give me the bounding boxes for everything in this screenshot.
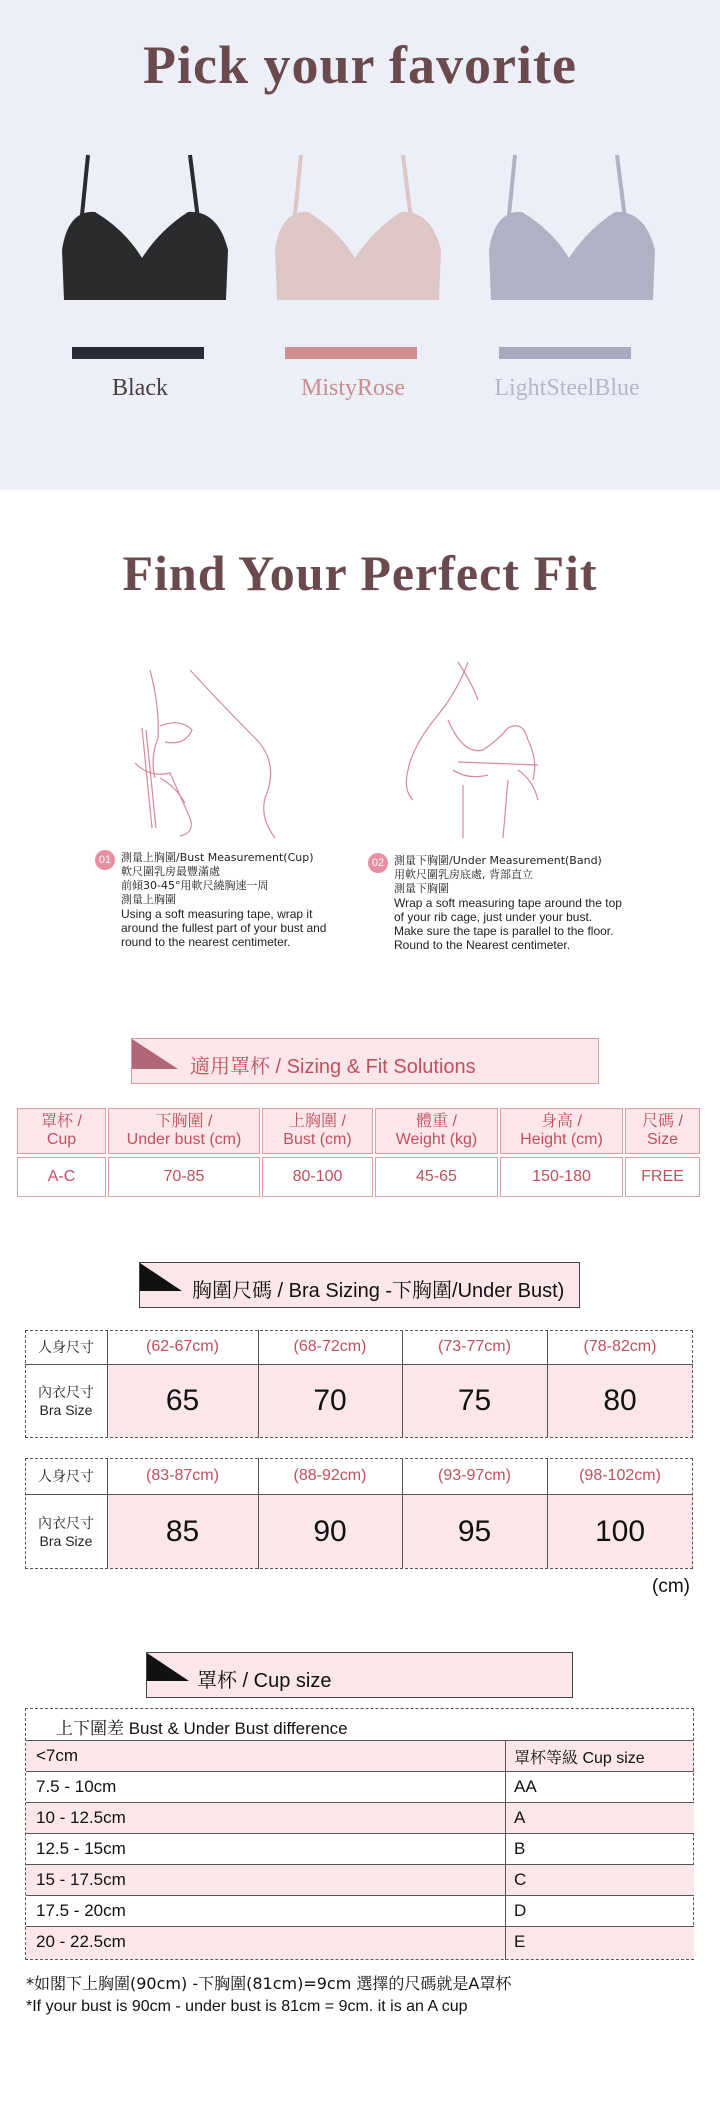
bra-size-label: 內衣尺寸 Bra Size: [38, 1514, 94, 1549]
cup-grade-label: 罩杯等級 Cup size: [514, 1750, 645, 1767]
step-number: 01: [95, 850, 115, 870]
range-cell: (88-92cm): [293, 1467, 367, 1484]
color-selection-section: [0, 0, 720, 490]
sizing-value-bust: 80-100: [262, 1157, 373, 1197]
range-cell: (68-72cm): [293, 1338, 367, 1355]
step-zh-line: 用軟尺圍乳房底處, 背部直立: [394, 868, 533, 881]
bra-mistyrose-icon: [263, 150, 453, 310]
cup-row: 7.5 - 10cm AA: [36, 1777, 537, 1796]
bra-size-cell: 85: [165, 1514, 200, 1548]
step-bust-measurement: [95, 850, 335, 970]
step-underbust-measurement: [368, 853, 638, 973]
sizing-value-cup: A-C: [17, 1157, 106, 1197]
diff-label: 上下圍差 Bust & Under Bust difference: [56, 1719, 348, 1738]
sizing-value-underbust: 70-85: [108, 1157, 260, 1197]
header-triangle: [147, 1653, 189, 1681]
header-triangle: [140, 1263, 182, 1291]
bra-size-cell: 80: [603, 1384, 637, 1417]
bra-sizing-header-label: 胸圍尺碼 / Bra Sizing -下胸圍/Under Bust): [192, 1280, 565, 1302]
range-cell: (98-102cm): [579, 1467, 661, 1484]
bra-sizing-header: [139, 1262, 580, 1308]
cup-row: 20 - 22.5cm E: [26, 1926, 694, 1959]
body-size-label: 人身尺寸: [38, 1339, 94, 1355]
sizing-col-cup: 罩杯 / Cup: [17, 1108, 106, 1154]
step-zh-line: 軟尺圍乳房最豐滿處: [121, 865, 220, 878]
step-en-text: Using a soft measuring tape, wrap it around the fullest part of your bust and round to the nearest centimeter.: [121, 907, 327, 949]
cup-row: <7cm: [36, 1746, 79, 1765]
bra-black-icon: [50, 150, 240, 310]
header-triangle: [132, 1039, 178, 1069]
step-zh-line: 測量上胸圍: [121, 893, 176, 906]
cup-row: 17.5 - 20cm D: [36, 1901, 527, 1920]
sizing-col-bust: 上胸圍 / Bust (cm): [262, 1108, 373, 1154]
note-zh: *如閣下上胸圍(90cm) -下胸圍(81cm)=9cm 選擇的尺碼就是A罩杯: [26, 1974, 512, 1993]
cup-size-header-label: 罩杯 / Cup size: [197, 1670, 332, 1692]
bra-size-cell: 65: [165, 1384, 200, 1417]
color-name-black: Black: [112, 375, 168, 401]
bust-measurement-illustration: [130, 668, 300, 843]
step-title: 測量上胸圍/Bust Measurement(Cup): [121, 851, 314, 864]
swatch-mistyrose[interactable]: [263, 150, 453, 401]
swatch-black[interactable]: [50, 150, 240, 401]
step-zh-line: 測量下胸圍: [394, 882, 449, 895]
sizing-col-underbust: 下胸圍 / Under bust (cm): [108, 1108, 260, 1154]
bra-size-cell: 70: [313, 1384, 347, 1417]
color-name-mistyrose: MistyRose: [300, 375, 405, 401]
range-cell: (62-67cm): [146, 1338, 219, 1355]
unit-label: (cm): [652, 1576, 690, 1597]
color-name-lightsteelblue: LightSteelBlue: [494, 375, 640, 401]
cup-row: 15 - 17.5cm C: [26, 1864, 694, 1895]
range-cell: (93-97cm): [438, 1467, 511, 1484]
range-cell: (78-82cm): [583, 1338, 657, 1355]
bra-lightsteelblue-icon: [477, 150, 667, 310]
cup-size-header: [146, 1652, 573, 1698]
note-en: *If your bust is 90cm - under bust is 81cm = 9cm. it is an A cup: [26, 1998, 468, 2015]
sizing-value-height: 150-180: [500, 1157, 623, 1197]
cup-row: 12.5 - 15cm B: [36, 1839, 526, 1858]
sizing-col-weight: 體重 / Weight (kg): [375, 1108, 498, 1154]
color-bar-lightsteelblue: [499, 347, 631, 359]
range-cell: (73-77cm): [438, 1338, 511, 1355]
range-cell: (83-87cm): [146, 1467, 219, 1484]
sizing-header: [131, 1038, 599, 1084]
sizing-value-weight: 45-65: [375, 1157, 498, 1197]
body-size-label: 人身尺寸: [38, 1468, 94, 1484]
step-en-text: Wrap a soft measuring tape around the top of your rib cage, just under your bust. Make sure the tape is parallel to the floor. Round to the Nearest centimeter.: [394, 896, 622, 952]
bra-size-cell: 90: [313, 1514, 347, 1548]
sizing-value-size: FREE: [625, 1157, 700, 1197]
colors-title: Pick your favorite: [143, 35, 577, 95]
bra-size-label: 內衣尺寸 Bra Size: [38, 1384, 94, 1418]
bra-size-cell: 100: [594, 1514, 646, 1548]
step-zh-line: 前傾30-45°用軟尺繞胸速一周: [121, 879, 269, 892]
fit-title: Find Your Perfect Fit: [122, 545, 598, 601]
sizing-col-height: 身高 / Height (cm): [500, 1108, 623, 1154]
cup-row: 10 - 12.5cm A: [26, 1802, 694, 1833]
color-bar-black: [72, 347, 204, 359]
underbust-measurement-illustration: [398, 660, 568, 840]
sizing-col-size: 尺碼 / Size: [625, 1108, 700, 1154]
bra-size-cell: 75: [457, 1384, 492, 1417]
step-title: 測量下胸圍/Under Measurement(Band): [394, 854, 602, 867]
bra-size-cell: 95: [457, 1514, 492, 1548]
sizing-header-label: 適用罩杯 / Sizing & Fit Solutions: [190, 1056, 476, 1078]
swatch-lightsteelblue[interactable]: [477, 150, 667, 401]
color-bar-mistyrose: [285, 347, 417, 359]
step-number: 02: [368, 853, 388, 873]
